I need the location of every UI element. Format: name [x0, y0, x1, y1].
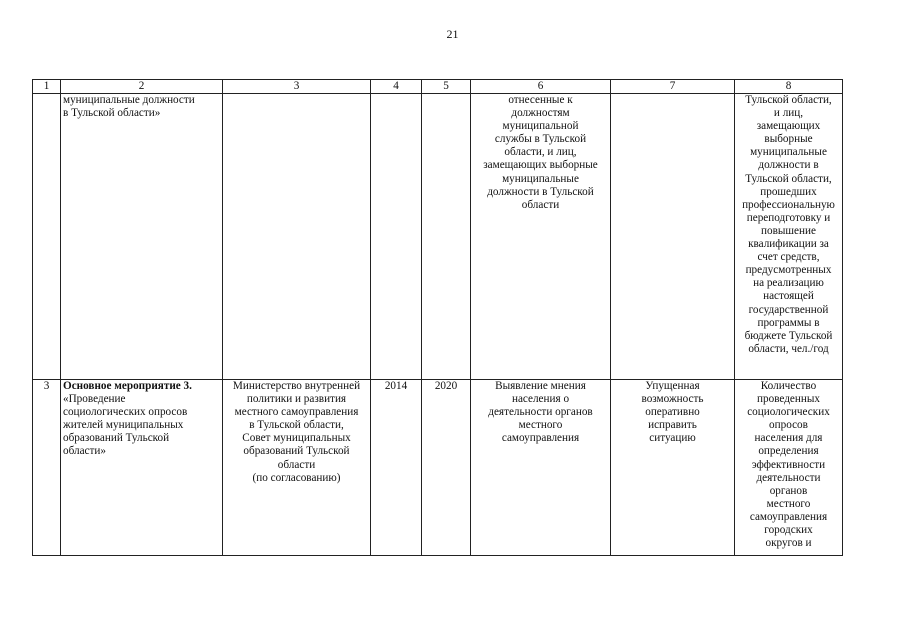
- text-line: Совет муниципальных: [242, 432, 351, 445]
- cell-measure-name: [61, 380, 223, 556]
- cell-end-year: 2020: [422, 380, 471, 556]
- header-cell-5: 5: [422, 80, 471, 94]
- text-line: Тульской области,: [745, 172, 832, 185]
- text-line: должности в: [758, 159, 819, 172]
- cell-consequences: [611, 380, 735, 556]
- cell-executor: [223, 380, 371, 556]
- text-line: муниципальные: [502, 172, 579, 185]
- text-line: деятельности органов: [488, 406, 593, 419]
- text-line: деятельности: [756, 471, 821, 484]
- text-line: в Тульской области»: [63, 107, 161, 120]
- text-line: (по согласованию): [252, 471, 341, 484]
- cell-expected-result: [471, 94, 611, 380]
- cell-number: 3: [33, 380, 61, 556]
- table-row-measure-3: [33, 380, 843, 556]
- text-line: выборные: [764, 133, 813, 146]
- header-cell-1: 1: [33, 80, 61, 94]
- text-line: местного: [766, 497, 811, 510]
- text-line: профессиональную: [742, 198, 835, 211]
- measure-title: Основное мероприятие 3.: [63, 380, 192, 392]
- text-line: области: [277, 458, 316, 471]
- cell-start-year: 2014: [371, 380, 422, 556]
- page-number: 21: [446, 27, 459, 41]
- text-line: Тульской области,: [745, 94, 832, 106]
- header-cell-2: 2: [61, 80, 223, 94]
- table-header-row: [33, 80, 843, 94]
- header-cell-4: 4: [371, 80, 422, 94]
- text-line: службы в Тульской: [494, 133, 587, 146]
- text-line: должностям: [511, 107, 570, 120]
- text-line: определения: [758, 445, 819, 458]
- cell-number: [33, 94, 61, 380]
- text-line: в Тульской области,: [249, 419, 344, 432]
- measures-table: [32, 79, 843, 556]
- cell-start-year: [371, 94, 422, 380]
- cell-end-year: [422, 94, 471, 380]
- text-line: Выявление мнения: [495, 380, 586, 392]
- text-line: предусмотренных: [745, 264, 832, 277]
- text-line: ситуацию: [649, 432, 696, 445]
- text-line: социологических: [747, 406, 830, 419]
- text-line: местного: [518, 419, 563, 432]
- text-line: Количество: [760, 380, 817, 392]
- text-line: социологических опросов: [63, 406, 188, 419]
- text-line: населения для: [754, 432, 823, 445]
- text-line: политики и развития: [246, 393, 347, 406]
- text-line: области, и лиц,: [504, 146, 577, 159]
- text-line: исправить: [648, 419, 697, 432]
- text-line: муниципальной: [502, 120, 579, 133]
- cell-consequences: [611, 94, 735, 380]
- cell-expected-result: [471, 380, 611, 556]
- text-line: муниципальные: [750, 146, 827, 159]
- text-line: местного самоуправления: [234, 406, 359, 419]
- cell-measure-name: [61, 94, 223, 380]
- text-line: оперативно: [645, 406, 700, 419]
- text-line: государственной: [748, 303, 829, 316]
- cell-indicator: [735, 94, 843, 380]
- text-line: замещающих выборные: [483, 159, 598, 172]
- text-line: возможность: [641, 393, 704, 406]
- text-line: области, чел./год: [748, 342, 829, 355]
- text-line: городских: [764, 524, 813, 537]
- text-line: проведенных: [757, 393, 820, 406]
- text-line: бюджете Тульской: [744, 329, 833, 342]
- header-cell-7: 7: [611, 80, 735, 94]
- text-line: эффективности: [751, 458, 826, 471]
- text-line: жителей муниципальных: [63, 419, 184, 432]
- text-line: Упущенная: [645, 380, 700, 392]
- cell-indicator: [735, 380, 843, 556]
- text-line: опросов: [769, 419, 808, 432]
- text-line: прошедших: [760, 185, 817, 198]
- text-line: округов и: [765, 537, 812, 550]
- text-line: образований Тульской: [63, 432, 170, 445]
- text-line: Министерство внутренней: [232, 380, 361, 392]
- text-line: переподготовку и: [746, 211, 831, 224]
- text-line: программы в: [757, 316, 820, 329]
- text-line: и лиц,: [773, 107, 804, 120]
- text-line: «Проведение: [63, 393, 126, 406]
- text-line: самоуправления: [501, 432, 580, 445]
- text-line: настоящей: [763, 290, 814, 303]
- text-line: населения о: [511, 393, 570, 406]
- text-line: счет средств,: [757, 251, 820, 264]
- text-line: самоуправления: [749, 510, 828, 523]
- header-cell-6: 6: [471, 80, 611, 94]
- cell-executor: [223, 94, 371, 380]
- text-line: муниципальные должности: [63, 94, 195, 106]
- text-line: на реализацию: [753, 277, 824, 290]
- table-row-continuation: [33, 94, 843, 380]
- header-cell-8: 8: [735, 80, 843, 94]
- text-line: квалификации за: [748, 238, 829, 251]
- text-line: органов: [769, 484, 808, 497]
- text-line: повышение: [761, 224, 816, 237]
- text-line: замещающих: [756, 120, 821, 133]
- text-line: образований Тульской: [243, 445, 350, 458]
- text-line: области: [521, 198, 560, 211]
- text-line: должности в Тульской: [487, 185, 594, 198]
- header-cell-3: 3: [223, 80, 371, 94]
- text-line: отнесенные к: [508, 94, 573, 106]
- text-line: области»: [63, 445, 106, 458]
